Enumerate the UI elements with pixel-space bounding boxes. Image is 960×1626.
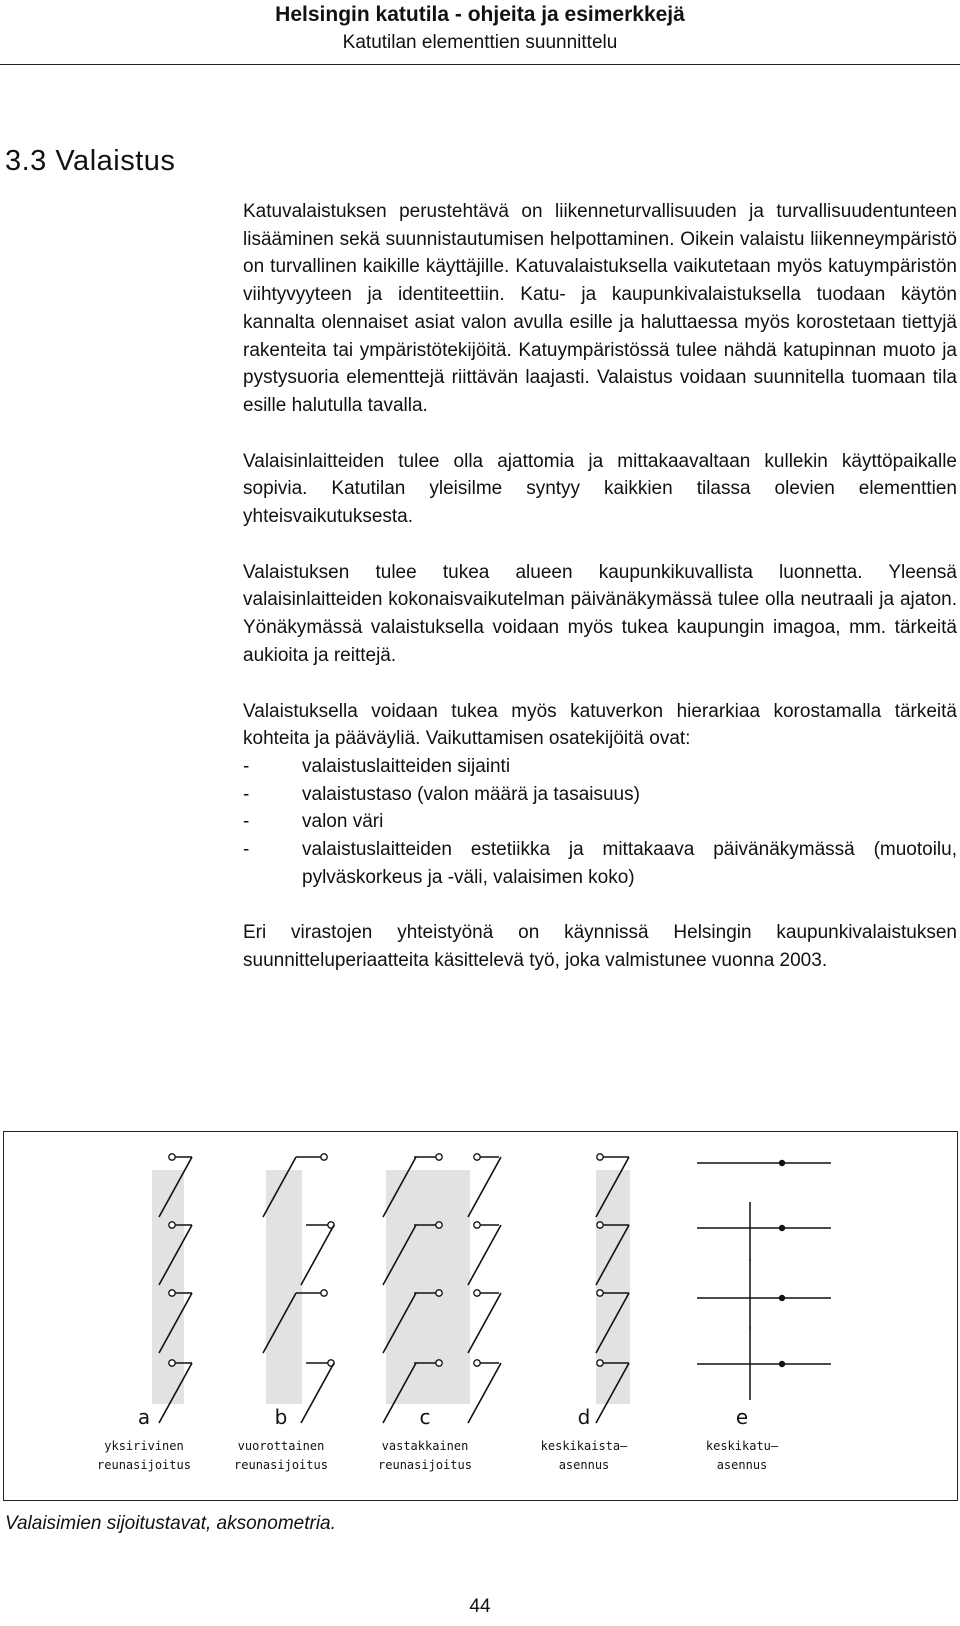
road-surface — [152, 1170, 184, 1404]
placement-diagram — [4, 1132, 959, 1502]
option-label-line1: vuorottainen — [237, 1439, 325, 1453]
luminaire-mark — [436, 1222, 442, 1228]
luminaire-mark — [474, 1222, 480, 1228]
luminaire-mark — [474, 1360, 480, 1366]
lamp-pole — [468, 1157, 501, 1217]
lighting-placement-figure — [3, 1131, 958, 1501]
option-label-line2: reunasijoitus — [234, 1458, 328, 1472]
luminaire-mark — [436, 1154, 442, 1160]
luminaire-mark — [597, 1154, 603, 1160]
lamp-pole — [468, 1225, 501, 1285]
list-item — [243, 808, 957, 836]
header-divider — [0, 64, 960, 65]
luminaire-mark — [779, 1361, 785, 1367]
paragraph-hierarchy: Valaistuksella voidaan tukea myös katuverkon hierarkiaa korostamalla tärkeitä kohteita ja pääväyliä. Vaikuttamisen osatekijöitä ovat: — [243, 700, 957, 750]
luminaire-mark — [474, 1154, 480, 1160]
luminaire-mark — [779, 1225, 785, 1231]
road-surface — [266, 1170, 302, 1404]
list-dash: - — [243, 811, 250, 833]
list-dash: - — [243, 755, 250, 777]
luminaire-mark — [169, 1290, 175, 1296]
lamp-pole — [301, 1363, 334, 1423]
option-letter: b — [274, 1405, 288, 1429]
luminaire-mark — [779, 1160, 785, 1166]
road-surface — [386, 1170, 470, 1404]
list-item — [243, 836, 957, 891]
list-item — [243, 753, 957, 781]
pole-point — [749, 1327, 751, 1329]
running-header-title: Helsingin katutila - ohjeita ja esimerkkejä — [275, 3, 685, 26]
luminaire-mark — [169, 1360, 175, 1366]
paragraph-closing: Eri virastojen yhteistyönä on käynnissä Helsingin kaupunkivalaistuksen suunnitteluperiaatteita käsittelevä työ, joka valmistunee vuonna 2003. — [243, 922, 957, 972]
luminaire-mark — [321, 1154, 327, 1160]
luminaire-mark — [436, 1360, 442, 1366]
paragraph-character: Valaistuksen tulee tukea alueen kaupunkikuvallista luonnetta. Yleensä valaisinlaitteiden kokonaisvaikutelman päivänäkymässä tulee olla neutraali ja ajaton. Yönäkymässä valaistuksella voidaan myös tukea kaupungin imagoa, mm. tärkeitä aukioita ja reittejä. — [243, 561, 957, 666]
paragraph-intro: Katuvalaistuksen perustehtävä on liikenneturvallisuuden ja turvallisuudentunteen lisääminen sekä suunnistautumisen helpottaminen. Oikein valaistu liikenneympäristö on turvallinen kaikille käyttäjille. Katuvalaistuksella vaikutetaan myös katuympäristön viihtyvyyteen ja identiteettiin. Katu- ja kaupunkivalaistuksella tuodaan käytön kannalta olennaiset asiat valon avulla esille ja haluttaessa myös korostetaan tiettyjä rakenteita tai ympäristötekijöitä. Katuympäristössä tulee nähdä katupinnan muoto ja pystysuoria elementtejä riittävän laajasti. Valaistus voidaan suunnitella tuomaan tila esille halutulla tavalla. — [243, 201, 957, 416]
pole-point — [749, 1259, 751, 1261]
paragraph-fixtures: Valaisinlaitteiden tulee olla ajattomia ja mittakaavaltaan kullekin käyttöpaikalle sopivia. Katutilan yleisilme syntyy kaikkien tilassa olevien elementtien yhteisvaikutuksesta. — [243, 450, 957, 528]
list-item — [243, 781, 957, 809]
option-label-line2: reunasijoitus — [97, 1458, 191, 1472]
list-item-text: valaistuslaitteiden estetiikka ja mittakaava päivänäkymässä (muotoilu, pylväskorkeus ja -väli, valaisimen koko) — [302, 839, 957, 888]
list-item-text: valaistuslaitteiden sijainti — [302, 755, 511, 777]
luminaire-mark — [779, 1295, 785, 1301]
list-dash: - — [243, 839, 250, 861]
lamp-pole — [468, 1363, 501, 1423]
option-label-line1: vastakkainen — [381, 1439, 469, 1453]
luminaire-mark — [169, 1154, 175, 1160]
option-letter: a — [137, 1405, 151, 1429]
option-letter: e — [735, 1405, 749, 1429]
luminaire-mark — [321, 1290, 327, 1296]
option-letter: c — [419, 1405, 431, 1429]
luminaire-mark — [169, 1222, 175, 1228]
page-number: 44 — [469, 1596, 491, 1617]
luminaire-mark — [436, 1290, 442, 1296]
luminaire-mark — [597, 1290, 603, 1296]
body-text — [243, 198, 957, 1003]
option-label-line2: reunasijoitus — [378, 1458, 472, 1472]
luminaire-mark — [597, 1222, 603, 1228]
lamp-pole — [468, 1293, 501, 1353]
figure-caption: Valaisimien sijoitustavat, aksonometria. — [5, 1513, 336, 1534]
option-label-line2: asennus — [716, 1458, 768, 1472]
luminaire-mark — [597, 1360, 603, 1366]
option-label-line1: keskikatu– — [705, 1439, 779, 1453]
option-label-line1: keskikaista– — [540, 1439, 628, 1453]
option-label-line1: yksirivinen — [104, 1439, 184, 1453]
list-item-text: valon väri — [302, 811, 384, 833]
option-letter: d — [577, 1405, 591, 1429]
factor-list — [243, 753, 957, 892]
lamp-pole — [301, 1225, 334, 1285]
list-item-text: valaistustaso (valon määrä ja tasaisuus) — [302, 783, 640, 805]
luminaire-mark — [474, 1290, 480, 1296]
option-label-line2: asennus — [558, 1458, 610, 1472]
section-heading: 3.3 Valaistus — [5, 145, 176, 177]
list-dash: - — [243, 783, 250, 805]
running-header-subtitle: Katutilan elementtien suunnittelu — [342, 32, 618, 53]
